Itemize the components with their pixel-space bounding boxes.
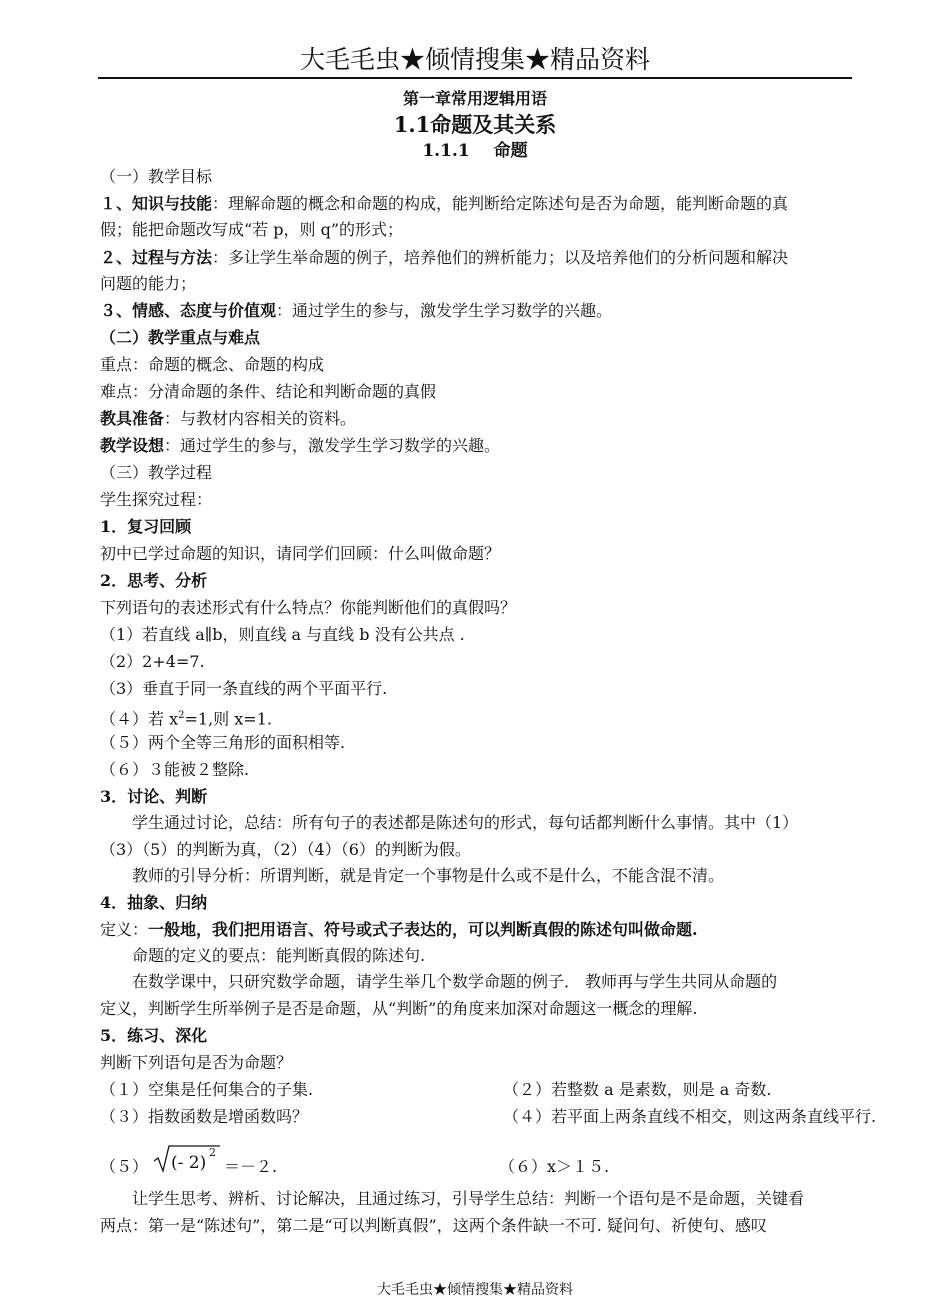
radicand-exponent: 2 <box>209 1146 216 1159</box>
objective-process-text: ：多让学生举命题的例子，培养他们的辨析能力；以及培养他们的分析问题和解决 <box>212 248 789 267</box>
teaching-design <box>100 434 500 458</box>
step3-guidance: 教师的引导分析：所谓判断，就是肯定一个事物是什么或不是什么，不能含混不清。 <box>132 866 725 885</box>
definition-text: 一般地，我们把用语言、符号或式子表达的，可以判断真假的陈述句叫做命题. <box>148 920 698 939</box>
exercise-5-prefix: （５） <box>100 1157 149 1176</box>
step5-text: 判断下列语句是否为命题？ <box>100 1053 293 1072</box>
exercise-4: （４）若平面上两条直线不相交，则这两条直线平行. <box>503 1107 877 1126</box>
objective-process <box>100 246 788 270</box>
step1-text: 初中已学过命题的知识，请同学们回顾：什么叫做命题？ <box>100 544 501 563</box>
list-item: （3）垂直于同一条直线的两个平面平行. <box>100 679 388 698</box>
teaching-design-text: ：通过学生的参与，激发学生学习数学的兴趣。 <box>164 436 501 455</box>
exercise-3: （３）指数函数是增函数吗？ <box>100 1107 309 1126</box>
process-heading: （三）教学过程 <box>100 463 213 482</box>
objective-emotion-text: ：通过学生的参与，激发学生学习数学的兴趣。 <box>276 301 613 320</box>
focus-heading: （二）教学重点与难点 <box>100 328 261 347</box>
focus-key-point: 重点：命题的概念、命题的构成 <box>100 355 325 374</box>
exercise-row-2 <box>100 1105 877 1129</box>
definition-label: 定义： <box>100 920 149 939</box>
summary-text: 让学生思考、辨析、讨论解决，且通过练习，引导学生总结：判断一个语句是不是命题，关键看 <box>132 1189 805 1208</box>
teaching-design-label: 教学设想 <box>100 436 165 455</box>
step5-title: 5．练习、深化 <box>100 1026 208 1045</box>
exercise-1: （１）空集是任何集合的子集. <box>100 1080 314 1099</box>
teaching-tools-text: ：与教材内容相关的资料。 <box>164 409 357 428</box>
item4-prefix: （４）若 x <box>100 709 179 729</box>
objectives-heading: （一）教学目标 <box>100 167 213 186</box>
step4-text: 在数学课中，只研究数学命题，请学生举几个数学命题的例子． 教师再与学生共同从命题的 <box>132 972 778 991</box>
teaching-tools-label: 教具准备 <box>100 409 165 428</box>
list-item: （2）2+4=7. <box>100 652 205 671</box>
objective-knowledge-label: １、知识与技能 <box>100 194 213 213</box>
sqrt-expression <box>152 1143 222 1175</box>
step2-text: 下列语句的表述形式有什么特点？你能判断他们的真假吗？ <box>100 598 517 617</box>
radicand: (- 2) <box>171 1153 207 1173</box>
teaching-tools <box>100 407 356 431</box>
objective-process-label: ２、过程与方法 <box>100 248 213 267</box>
subsection-title <box>98 139 852 163</box>
step4-title: 4．抽象、归纳 <box>100 893 208 912</box>
list-item: （６）３能被２整除. <box>100 760 250 779</box>
exercise-2: （２）若整数 a 是素数，则是 a 奇数. <box>503 1080 772 1099</box>
objective-knowledge-cont: 假；能把命题改写成“若 p，则 q”的形式； <box>100 220 404 239</box>
process-intro: 学生探究过程： <box>100 490 213 509</box>
chapter-title: 第一章常用逻辑用语 <box>402 89 547 108</box>
subsection-number: 1.1.1 <box>422 141 470 161</box>
definition-key-point: 命题的定义的要点：能判断真假的陈述句. <box>132 946 426 965</box>
summary-text-cont: 两点：第一是“陈述句”，第二是“可以判断真假”，这两个条件缺一不可. 疑问句、祈使句、感叹 <box>100 1216 767 1235</box>
item4-exponent: 2 <box>178 710 185 721</box>
objective-emotion-label: ３、情感、态度与价值观 <box>100 301 277 320</box>
objective-emotion <box>100 299 612 323</box>
list-item: （1）若直线 a∥b，则直线 a 与直线 b 没有公共点 . <box>100 625 465 644</box>
exercise-5-suffix: ＝－２. <box>224 1157 278 1176</box>
objective-process-cont: 问题的能力； <box>100 274 197 293</box>
section-title: 1.1命题及其关系 <box>393 112 557 137</box>
step3-text: 学生通过讨论，总结：所有句子的表述都是陈述句的形式，每句话都判断什么事情。其中（1） <box>132 813 799 832</box>
list-item: （５）两个全等三角形的面积相等. <box>100 733 346 752</box>
step4-text-cont: 定义，判断学生所举例子是否是命题，从“判断”的角度来加深对命题这一概念的理解. <box>100 999 698 1018</box>
objective-knowledge-text: ：理解命题的概念和命题的构成，能判断给定陈述句是否为命题，能判断命题的真 <box>212 194 789 213</box>
subsection-name: 命题 <box>493 141 528 161</box>
objective-knowledge <box>100 192 788 216</box>
step2-title: 2．思考、分析 <box>100 571 208 590</box>
exercise-6: （６）x＞１５. <box>499 1157 610 1176</box>
exercise-row-1 <box>100 1078 852 1102</box>
definition <box>100 918 698 942</box>
page-footer: 大毛毛虫★倾情搜集★精品资料 <box>377 1282 573 1298</box>
list-item-4 <box>100 704 272 731</box>
item4-suffix: =1,则 x=1. <box>184 709 272 729</box>
step3-title: 3．讨论、判断 <box>100 787 208 806</box>
header-divider <box>98 77 852 79</box>
step3-text-cont: （3）（5）的判断为真，（2）（4）（6）的判断为假。 <box>100 840 471 859</box>
exercise-row-3 <box>100 1143 852 1183</box>
focus-difficulty: 难点：分清命题的条件、结论和判断命题的真假 <box>100 382 437 401</box>
page-header: 大毛毛虫★倾情搜集★精品资料 <box>299 45 650 74</box>
step1-title: 1．复习回顾 <box>100 517 192 536</box>
